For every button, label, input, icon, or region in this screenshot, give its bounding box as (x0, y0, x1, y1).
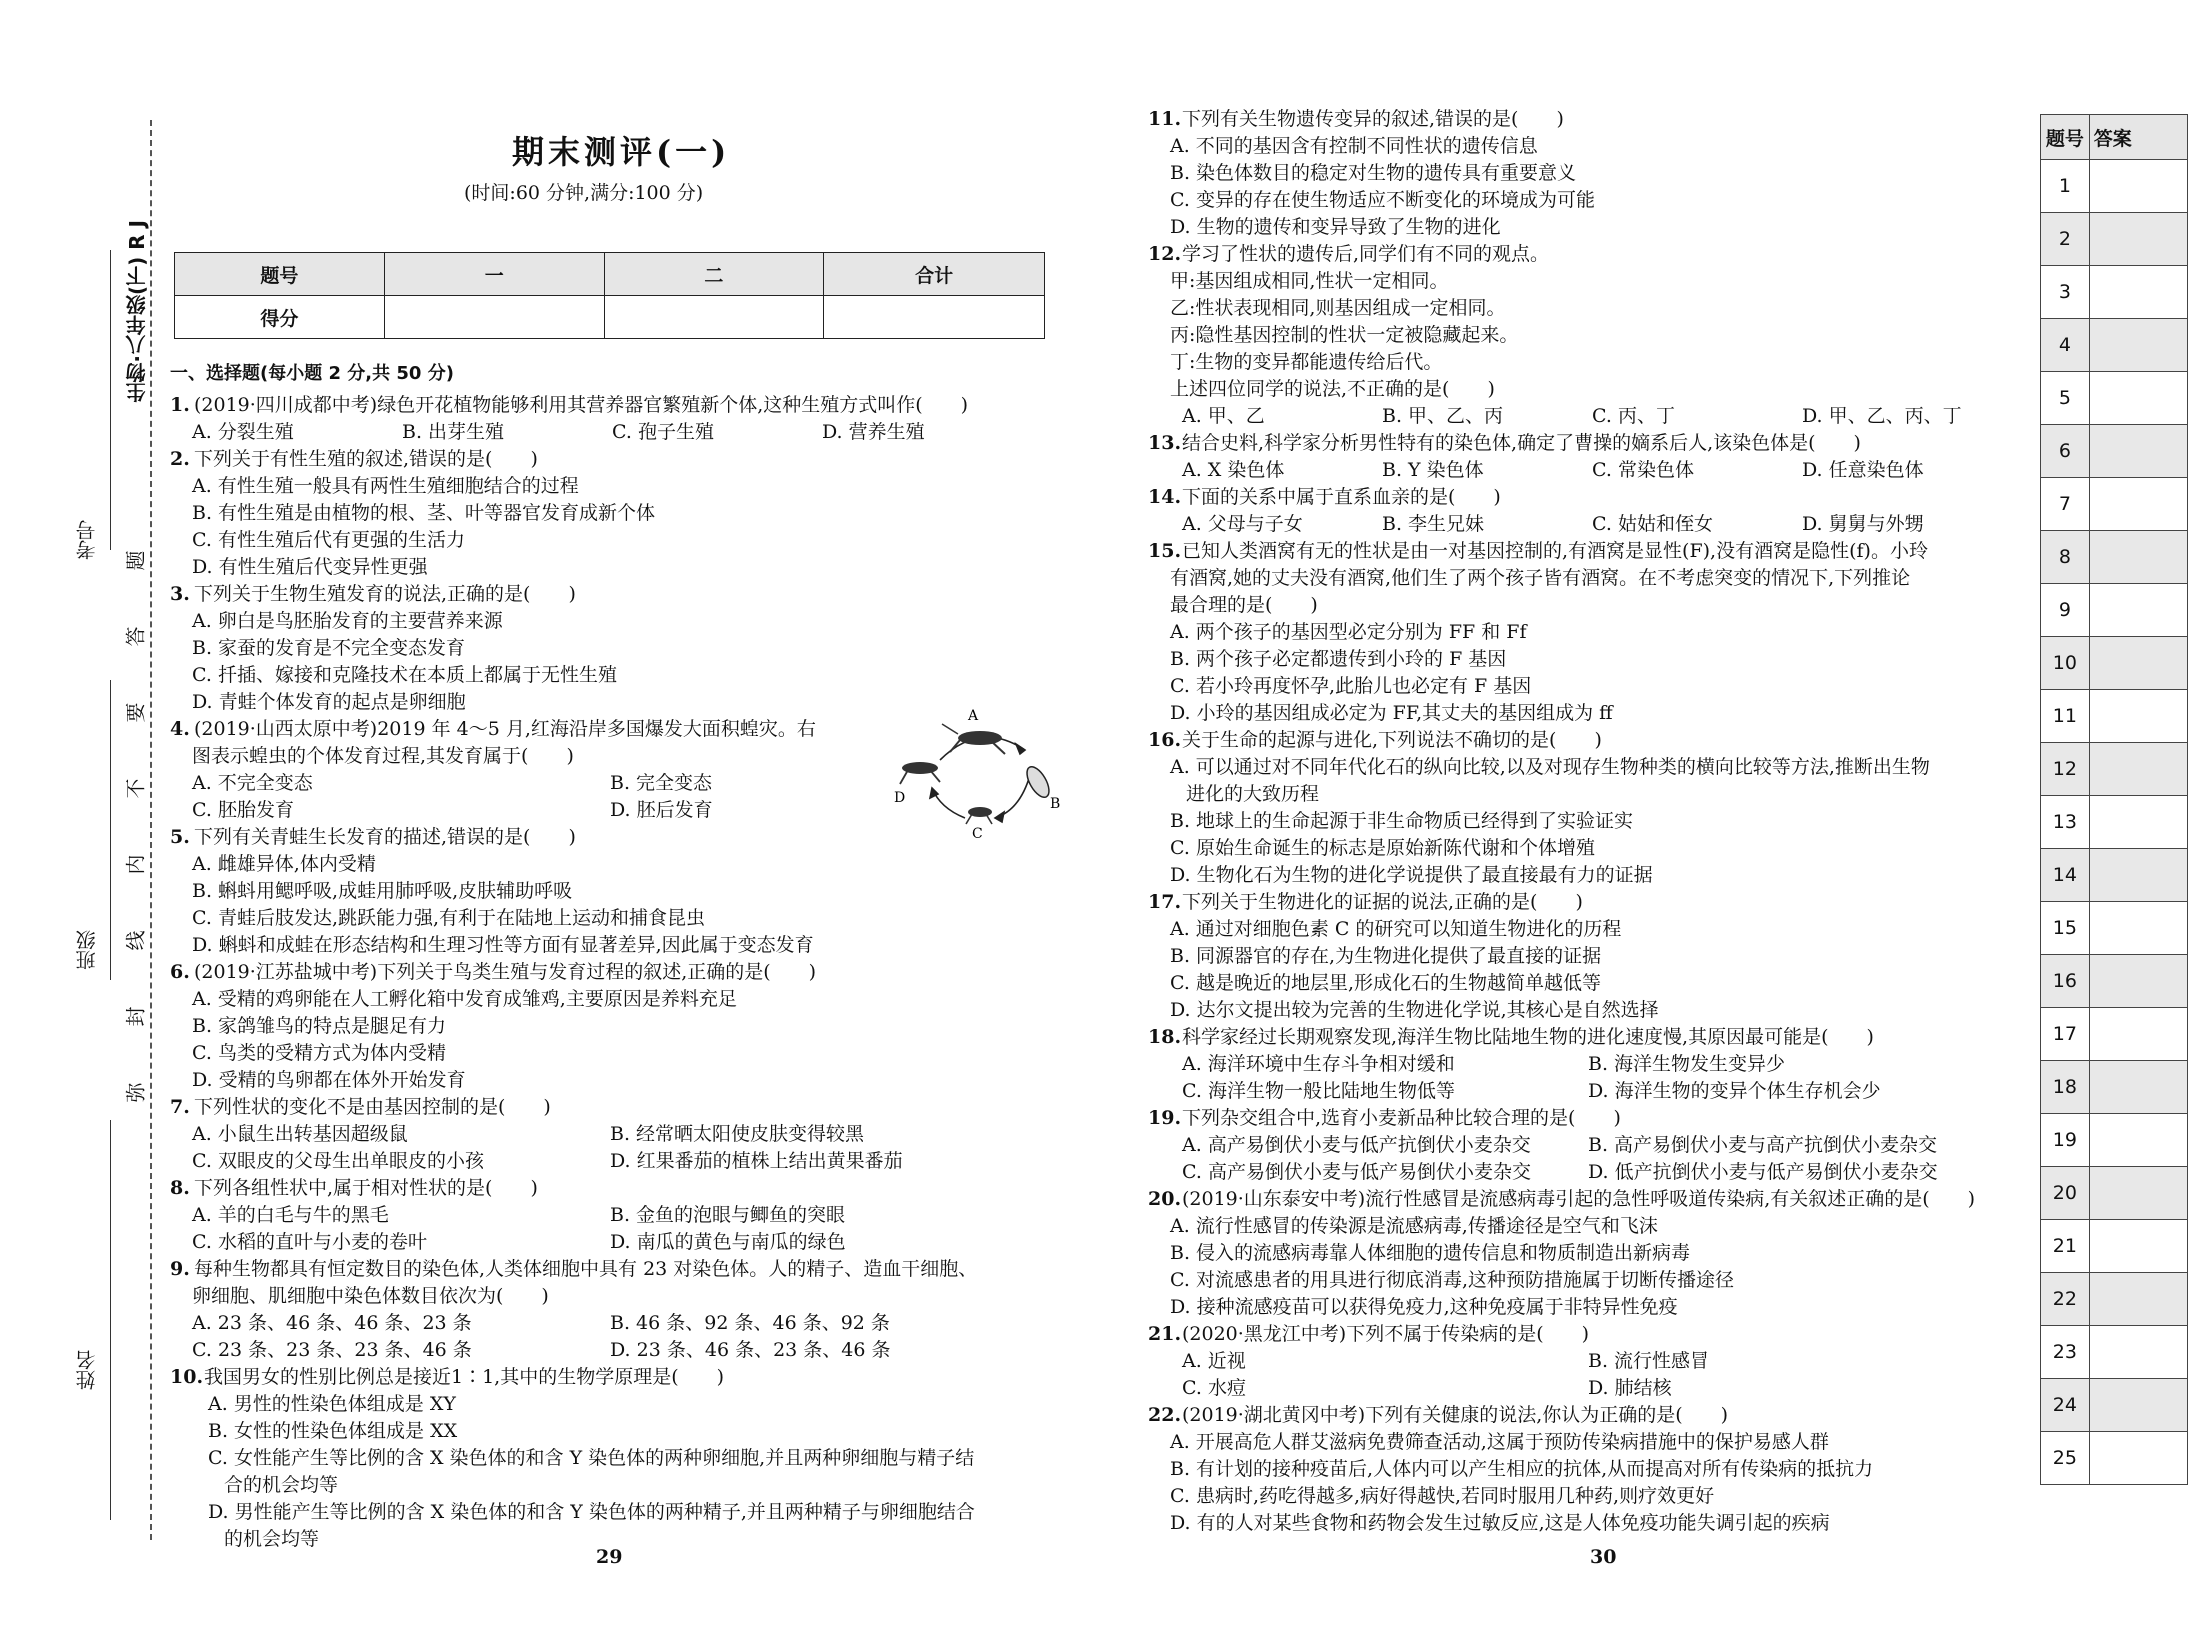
question-line: D. 受精的鸟卵都在体外开始发育 (192, 1069, 466, 1091)
question-line: D. 小玲的基因组成必定为 FF,其丈夫的基因组成为 ff (1170, 702, 1613, 724)
option: B. 经常晒太阳使皮肤变得较黑 (610, 1123, 865, 1145)
page-title: 期末测评(一) (512, 133, 731, 171)
answer-input-cell[interactable] (2089, 372, 2187, 425)
answer-input-cell[interactable] (2089, 637, 2187, 690)
option: D. 低产抗倒伏小麦与低产易倒伏小麦杂交 (1588, 1161, 1938, 1183)
answer-input-cell[interactable] (2089, 902, 2187, 955)
question-stem: 下面的关系中属于直系血亲的是( ) (1182, 486, 1501, 508)
question-number: 14. (1148, 486, 1182, 508)
name-label: 姓名 (75, 1350, 99, 1390)
answer-input-cell[interactable] (2089, 1167, 2187, 1220)
question-line: B. 蝌蚪用鳃呼吸,成蛙用肺呼吸,皮肤辅助呼吸 (192, 880, 573, 902)
figure-label: C (972, 826, 983, 840)
figure-label: B (1050, 796, 1061, 812)
answer-row-number: 21 (2041, 1220, 2090, 1273)
option: C. 水痘 (1182, 1377, 1246, 1399)
question-stem: 结合史料,科学家分析男性特有的染色体,确定了曹操的嫡系后人,该染色体是( ) (1182, 432, 1861, 454)
option: B. 出芽生殖 (402, 421, 505, 443)
answer-row (2041, 1432, 2188, 1485)
answer-row (2041, 902, 2188, 955)
answer-input-cell[interactable] (2089, 1326, 2187, 1379)
answer-row-number: 23 (2041, 1326, 2090, 1379)
answer-row-number: 8 (2041, 531, 2090, 584)
question-line: B. 两个孩子必定都遗传到小玲的 F 基因 (1170, 648, 1507, 670)
question-line: A. 开展高危人群艾滋病免费筛查活动,这属于预防传染病措施中的保护易感人群 (1170, 1431, 1829, 1453)
question-number: 16. (1148, 729, 1182, 751)
question-line: 丁:生物的变异都能遗传给后代。 (1170, 351, 1443, 373)
option: B. 流行性感冒 (1588, 1350, 1710, 1372)
answer-row (2041, 743, 2188, 796)
answer-row-number: 7 (2041, 478, 2090, 531)
option: A. 甲、乙 (1182, 405, 1265, 427)
question-line: C. 有性生殖后代有更强的生活力 (192, 529, 465, 551)
seal-char: 内 (123, 854, 148, 875)
answer-row (2041, 1167, 2188, 1220)
answer-row (2041, 531, 2188, 584)
option: D. 任意染色体 (1802, 459, 1924, 481)
answer-input-cell[interactable] (2089, 160, 2187, 213)
answer-row (2041, 478, 2188, 531)
option: C. 孢子生殖 (612, 421, 714, 443)
question-line: D. 有的人对某些食物和药物会发生过敏反应,这是人体免疫功能失调引起的疾病 (1170, 1512, 1830, 1534)
question-line: B. 侵入的流感病毒靠人体细胞的遗传信息和物质制造出新病毒 (1170, 1242, 1691, 1264)
question-stem: 下列关于有性生殖的叙述,错误的是( ) (194, 448, 538, 470)
answer-input-cell[interactable] (2089, 1379, 2187, 1432)
question-number: 22. (1148, 1404, 1182, 1426)
figure-label: D (894, 790, 906, 806)
answer-input-cell[interactable] (2089, 213, 2187, 266)
answer-row (2041, 266, 2188, 319)
option: D. 南瓜的黄色与南瓜的绿色 (610, 1231, 846, 1253)
score-head-cell: 题号 (175, 253, 385, 296)
question-line: D. 接种流感疫苗可以获得免疫力,这种免疫属于非特异性免疫 (1170, 1296, 1678, 1318)
question-line: D. 生物的遗传和变异导致了生物的进化 (1170, 216, 1501, 238)
question-line: 图表示蝗虫的个体发育过程,其发育属于( ) (192, 745, 574, 767)
exam-no-line (110, 250, 111, 550)
question-stem: (2019·江苏盐城中考)下列关于鸟类生殖与发育过程的叙述,正确的是( ) (194, 961, 817, 983)
question-number: 8. (170, 1177, 190, 1199)
question-stem: 下列关于生物进化的证据的说法,正确的是( ) (1182, 891, 1583, 913)
question-stem: 我国男女的性别比例总是接近1∶1,其中的生物学原理是( ) (204, 1366, 725, 1388)
question-stem: 下列性状的变化不是由基因控制的是( ) (194, 1096, 551, 1118)
option: A. 不完全变态 (192, 772, 313, 794)
nymph-large-icon (900, 762, 940, 784)
answer-row-number: 22 (2041, 1273, 2090, 1326)
answer-input-cell[interactable] (2089, 955, 2187, 1008)
option: A. 高产易倒伏小麦与低产抗倒伏小麦杂交 (1182, 1134, 1531, 1156)
question-line: B. 有计划的接种疫苗后,人体内可以产生相应的抗体,从而提高对所有传染病的抵抗力 (1170, 1458, 1874, 1480)
question-number: 21. (1148, 1323, 1182, 1345)
adult-locust-icon (942, 724, 1005, 754)
question-stem: (2019·四川成都中考)绿色开花植物能够利用其营养器官繁殖新个体,这种生殖方式叫作( ) (194, 394, 969, 416)
question-stem: 下列有关生物遗传变异的叙述,错误的是( ) (1182, 108, 1564, 130)
page-number-right: 30 (1590, 1546, 1617, 1568)
option: A. 近视 (1182, 1350, 1246, 1372)
answer-input-cell[interactable] (2089, 796, 2187, 849)
answer-row-number: 9 (2041, 584, 2090, 637)
score-row-label: 得分 (175, 296, 385, 339)
locust-lifecycle-figure (880, 700, 1080, 840)
score-input-cell[interactable] (384, 296, 604, 339)
option: B. 甲、乙、丙 (1382, 405, 1504, 427)
answer-row-number: 17 (2041, 1008, 2090, 1061)
option: A. 海洋环境中生存斗争相对缓和 (1182, 1053, 1455, 1075)
answer-row-number: 5 (2041, 372, 2090, 425)
answer-row (2041, 372, 2188, 425)
question-line: C. 青蛙后肢发达,跳跃能力强,有利于在陆地上运动和捕食昆虫 (192, 907, 706, 929)
answer-row (2041, 955, 2188, 1008)
question-line: 进化的大致历程 (1186, 783, 1320, 805)
answer-row (2041, 319, 2188, 372)
question-stem: (2020·黑龙江中考)下列不属于传染病的是( ) (1182, 1323, 1590, 1345)
answer-head-num: 题号 (2041, 115, 2090, 160)
question-line: B. 有性生殖是由植物的根、茎、叶等器官发育成新个体 (192, 502, 656, 524)
answer-input-cell[interactable] (2089, 478, 2187, 531)
question-number: 11. (1148, 108, 1182, 130)
question-line: C. 女性能产生等比例的含 X 染色体的和含 Y 染色体的两种卵细胞,并且两种卵细胞与精子结 (208, 1447, 975, 1469)
answer-row-number: 13 (2041, 796, 2090, 849)
question-line: A. 卵白是鸟胚胎发育的主要营养来源 (192, 610, 503, 632)
score-input-cell[interactable] (604, 296, 824, 339)
answer-row (2041, 1326, 2188, 1379)
question-line: 最合理的是( ) (1170, 594, 1318, 616)
option: C. 23 条、23 条、23 条、46 条 (192, 1339, 472, 1361)
option: B. Y 染色体 (1382, 459, 1484, 481)
answer-row-number: 12 (2041, 743, 2090, 796)
answer-input-cell[interactable] (2089, 1432, 2187, 1485)
answer-row-number: 1 (2041, 160, 2090, 213)
option: A. 羊的白毛与牛的黑毛 (192, 1204, 389, 1226)
score-head-cell: 一 (384, 253, 604, 296)
page-number-left: 29 (596, 1546, 623, 1568)
question-line: B. 地球上的生命起源于非生命物质已经得到了实验证实 (1170, 810, 1634, 832)
question-line: C. 患病时,药吃得越多,病好得越快,若同时服用几种药,则疗效更好 (1170, 1485, 1715, 1507)
question-stem: 下列杂交组合中,选育小麦新品种比较合理的是( ) (1182, 1107, 1621, 1129)
answer-row (2041, 849, 2188, 902)
option: D. 营养生殖 (822, 421, 925, 443)
question-line: A. 流行性感冒的传染源是流感病毒,传播途径是空气和飞沫 (1170, 1215, 1658, 1237)
answer-input-cell[interactable] (2089, 531, 2187, 584)
answer-row-number: 4 (2041, 319, 2090, 372)
answer-row-number: 11 (2041, 690, 2090, 743)
question-line: A. 通过对细胞色素 C 的研究可以知道生物进化的历程 (1170, 918, 1622, 940)
option: D. 甲、乙、丙、丁 (1802, 405, 1962, 427)
answer-row-number: 3 (2041, 266, 2090, 319)
name-line (110, 1120, 111, 1520)
question-number: 13. (1148, 432, 1182, 454)
answer-row (2041, 1061, 2188, 1114)
question-line: 甲:基因组成相同,性状一定相同。 (1170, 270, 1449, 292)
option: C. 高产易倒伏小麦与低产易倒伏小麦杂交 (1182, 1161, 1531, 1183)
question-number: 1. (170, 394, 190, 416)
question-stem: 下列有关青蛙生长发育的描述,错误的是( ) (194, 826, 576, 848)
answer-row (2041, 160, 2188, 213)
option: C. 常染色体 (1592, 459, 1694, 481)
score-head-cell: 二 (604, 253, 824, 296)
question-number: 4. (170, 718, 190, 740)
question-line: C. 鸟类的受精方式为体内受精 (192, 1042, 446, 1064)
answer-input-cell[interactable] (2089, 1114, 2187, 1167)
question-number: 15. (1148, 540, 1182, 562)
seal-char: 题 (123, 550, 148, 571)
seal-char: 不 (123, 778, 148, 799)
answer-input-cell[interactable] (2089, 319, 2187, 372)
question-line: C. 原始生命诞生的标志是原始新陈代谢和个体增殖 (1170, 837, 1595, 859)
question-line: 乙:性状表现相同,则基因组成一定相同。 (1170, 297, 1506, 319)
answer-input-cell[interactable] (2089, 425, 2187, 478)
question-line: 丙:隐性基因控制的性状一定被隐藏起来。 (1170, 324, 1519, 346)
seal-char: 封 (123, 1006, 148, 1027)
question-number: 20. (1148, 1188, 1182, 1210)
question-line: B. 染色体数目的稳定对生物的遗传具有重要意义 (1170, 162, 1577, 184)
answer-row-number: 18 (2041, 1061, 2090, 1114)
option: D. 肺结核 (1588, 1377, 1672, 1399)
option: A. X 染色体 (1182, 459, 1285, 481)
option: C. 胚胎发育 (192, 799, 294, 821)
answer-row (2041, 1273, 2188, 1326)
option: A. 父母与子女 (1182, 513, 1303, 535)
question-line: C. 若小玲再度怀孕,此胎儿也必定有 F 基因 (1170, 675, 1532, 697)
answer-input-cell[interactable] (2089, 743, 2187, 796)
answer-row-number: 2 (2041, 213, 2090, 266)
question-line: A. 可以通过对不同年代化石的纵向比较,以及对现存生物种类的横向比较等方法,推断出生物 (1170, 756, 1930, 778)
answer-row (2041, 1008, 2188, 1061)
seal-char: 要 (123, 702, 148, 723)
answer-row (2041, 425, 2188, 478)
cycle-arrow-bc (995, 775, 1030, 818)
question-line: 的机会均等 (224, 1528, 320, 1550)
question-number: 12. (1148, 243, 1182, 265)
seal-char: 弥 (123, 1082, 148, 1103)
option: D. 23 条、46 条、23 条、46 条 (610, 1339, 891, 1361)
question-number: 19. (1148, 1107, 1182, 1129)
answer-row-number: 20 (2041, 1167, 2090, 1220)
question-line: D. 青蛙个体发育的起点是卵细胞 (192, 691, 466, 713)
question-stem: 学习了性状的遗传后,同学们有不同的观点。 (1182, 243, 1550, 265)
option: B. 金鱼的泡眼与鲫鱼的突眼 (610, 1204, 846, 1226)
question-line: A. 不同的基因含有控制不同性状的遗传信息 (1170, 135, 1538, 157)
option: D. 海洋生物的变异个体生存机会少 (1588, 1080, 1881, 1102)
option: D. 胚后发育 (610, 799, 713, 821)
answer-row (2041, 1220, 2188, 1273)
question-line: B. 家蚕的发育是不完全变态发育 (192, 637, 466, 659)
question-line: 卵细胞、肌细胞中染色体数目依次为( ) (192, 1285, 549, 1307)
answer-input-cell[interactable] (2089, 1008, 2187, 1061)
option: C. 姑姑和侄女 (1592, 513, 1713, 535)
question-stem: 已知人类酒窝有无的性状是由一对基因控制的,有酒窝是显性(F),没有酒窝是隐性(f)。小玲 (1182, 540, 1928, 562)
question-line: D. 蝌蚪和成蛙在形态结构和生理习性等方面有显著差异,因此属于变态发育 (192, 934, 814, 956)
question-number: 7. (170, 1096, 190, 1118)
question-line: A. 男性的性染色体组成是 XY (208, 1393, 456, 1415)
option: D. 舅舅与外甥 (1802, 513, 1924, 535)
question-number: 10. (170, 1366, 204, 1388)
answer-row-number: 14 (2041, 849, 2090, 902)
option: B. 海洋生物发生变异少 (1588, 1053, 1786, 1075)
question-stem: (2019·湖北黄冈中考)下列有关健康的说法,你认为正确的是( ) (1182, 1404, 1729, 1426)
option: B. 高产易倒伏小麦与高产抗倒伏小麦杂交 (1588, 1134, 1938, 1156)
answer-head-ans: 答案 (2089, 115, 2187, 160)
answer-row-number: 25 (2041, 1432, 2090, 1485)
subject-label: 生物·八年级(下) R J (125, 220, 149, 403)
question-line: 合的机会均等 (224, 1474, 339, 1496)
section-heading: 一、选择题(每小题 2 分,共 50 分) (170, 363, 454, 384)
class-line (110, 680, 111, 980)
answer-row (2041, 690, 2188, 743)
question-line: A. 有性生殖一般具有两性生殖细胞结合的过程 (192, 475, 579, 497)
option: D. 红果番茄的植株上结出黄果番茄 (610, 1150, 903, 1172)
answer-input-cell[interactable] (2089, 266, 2187, 319)
answer-row (2041, 213, 2188, 266)
nymph-small-icon (966, 807, 992, 824)
score-head-cell: 合计 (824, 253, 1045, 296)
answer-row (2041, 637, 2188, 690)
question-number: 17. (1148, 891, 1182, 913)
answer-input-cell[interactable] (2089, 1273, 2187, 1326)
answer-row (2041, 584, 2188, 637)
seal-char: 答 (123, 626, 148, 647)
option: A. 分裂生殖 (192, 421, 294, 443)
answer-row-number: 10 (2041, 637, 2090, 690)
question-line: A. 两个孩子的基因型必定分别为 FF 和 Ff (1170, 621, 1527, 643)
score-input-cell[interactable] (824, 296, 1045, 339)
answer-row (2041, 1114, 2188, 1167)
answer-row (2041, 796, 2188, 849)
question-line: A. 雌雄异体,体内受精 (192, 853, 376, 875)
question-line: B. 女性的性染色体组成是 XX (208, 1420, 458, 1442)
question-stem: 关于生命的起源与进化,下列说法不确切的是( ) (1182, 729, 1602, 751)
answer-sheet-table (2040, 114, 2188, 1485)
question-stem: 每种生物都具有恒定数目的染色体,人类体细胞中具有 23 对染色体。人的精子、造血干细胞、 (194, 1258, 978, 1280)
seal-char: 线 (123, 930, 148, 951)
option: C. 双眼皮的父母生出单眼皮的小孩 (192, 1150, 484, 1172)
answer-row-number: 6 (2041, 425, 2090, 478)
question-number: 5. (170, 826, 190, 848)
question-number: 9. (170, 1258, 190, 1280)
answer-input-cell[interactable] (2089, 1061, 2187, 1114)
score-table (174, 252, 1045, 339)
answer-input-cell[interactable] (2089, 849, 2187, 902)
question-number: 6. (170, 961, 190, 983)
question-stem: (2019·山东泰安中考)流行性感冒是流感病毒引起的急性呼吸道传染病,有关叙述正确的是( ) (1182, 1188, 1976, 1210)
question-stem: 科学家经过长期观察发现,海洋生物比陆地生物的进化速度慢,其原因最可能是( ) (1182, 1026, 1874, 1048)
option: B. 李生兄妹 (1382, 513, 1485, 535)
class-label: 班级 (75, 930, 99, 970)
figure-label: A (968, 708, 979, 724)
question-stem: 下列关于生物生殖发育的说法,正确的是( ) (194, 583, 576, 605)
question-line: A. 受精的鸡卵能在人工孵化箱中发育成雏鸡,主要原因是养料充足 (192, 988, 737, 1010)
question-stem: 下列各组性状中,属于相对性状的是( ) (194, 1177, 538, 1199)
option: B. 46 条、92 条、46 条、92 条 (610, 1312, 890, 1334)
question-line: B. 同源器官的存在,为生物进化提供了最直接的证据 (1170, 945, 1602, 967)
option: C. 海洋生物一般比陆地生物低等 (1182, 1080, 1455, 1102)
answer-input-cell[interactable] (2089, 690, 2187, 743)
question-line: 上述四位同学的说法,不正确的是( ) (1170, 378, 1495, 400)
question-line: C. 扦插、嫁接和克隆技术在本质上都属于无性生殖 (192, 664, 617, 686)
question-line: D. 生物化石为生物的进化学说提供了最直接最有力的证据 (1170, 864, 1653, 886)
question-number: 18. (1148, 1026, 1182, 1048)
answer-input-cell[interactable] (2089, 584, 2187, 637)
question-line: 有酒窝,她的丈夫没有酒窝,他们生了两个孩子皆有酒窝。在不考虑突变的情况下,下列推论 (1170, 567, 1911, 589)
page-subtitle: (时间:60 分钟,满分:100 分) (464, 182, 704, 204)
question-line: C. 对流感患者的用具进行彻底消毒,这种预防措施属于切断传播途径 (1170, 1269, 1734, 1291)
question-number: 3. (170, 583, 190, 605)
answer-row-number: 24 (2041, 1379, 2090, 1432)
answer-row (2041, 1379, 2188, 1432)
question-line: D. 男性能产生等比例的含 X 染色体的和含 Y 染色体的两种精子,并且两种精子与卵细胞结合 (208, 1501, 975, 1523)
answer-input-cell[interactable] (2089, 1220, 2187, 1273)
answer-row-number: 15 (2041, 902, 2090, 955)
question-number: 2. (170, 448, 190, 470)
question-stem: (2019·山西太原中考)2019 年 4～5 月,红海沿岸多国爆发大面积蝗灾。右 (194, 718, 816, 740)
answer-row-number: 16 (2041, 955, 2090, 1008)
question-line: C. 变异的存在使生物适应不断变化的环境成为可能 (1170, 189, 1595, 211)
option: C. 丙、丁 (1592, 405, 1675, 427)
option: A. 23 条、46 条、46 条、23 条 (192, 1312, 472, 1334)
option: A. 小鼠生出转基因超级鼠 (192, 1123, 408, 1145)
answer-row-number: 19 (2041, 1114, 2090, 1167)
question-line: D. 有性生殖后代变异性更强 (192, 556, 428, 578)
question-line: D. 达尔文提出较为完善的生物进化学说,其核心是自然选择 (1170, 999, 1659, 1021)
option: C. 水稻的直叶与小麦的卷叶 (192, 1231, 427, 1253)
option: B. 完全变态 (610, 772, 713, 794)
question-line: C. 越是晚近的地层里,形成化石的生物越简单越低等 (1170, 972, 1601, 994)
exam-no-label: 考号 (75, 520, 99, 560)
question-line: B. 家鸽雏鸟的特点是腿足有力 (192, 1015, 447, 1037)
